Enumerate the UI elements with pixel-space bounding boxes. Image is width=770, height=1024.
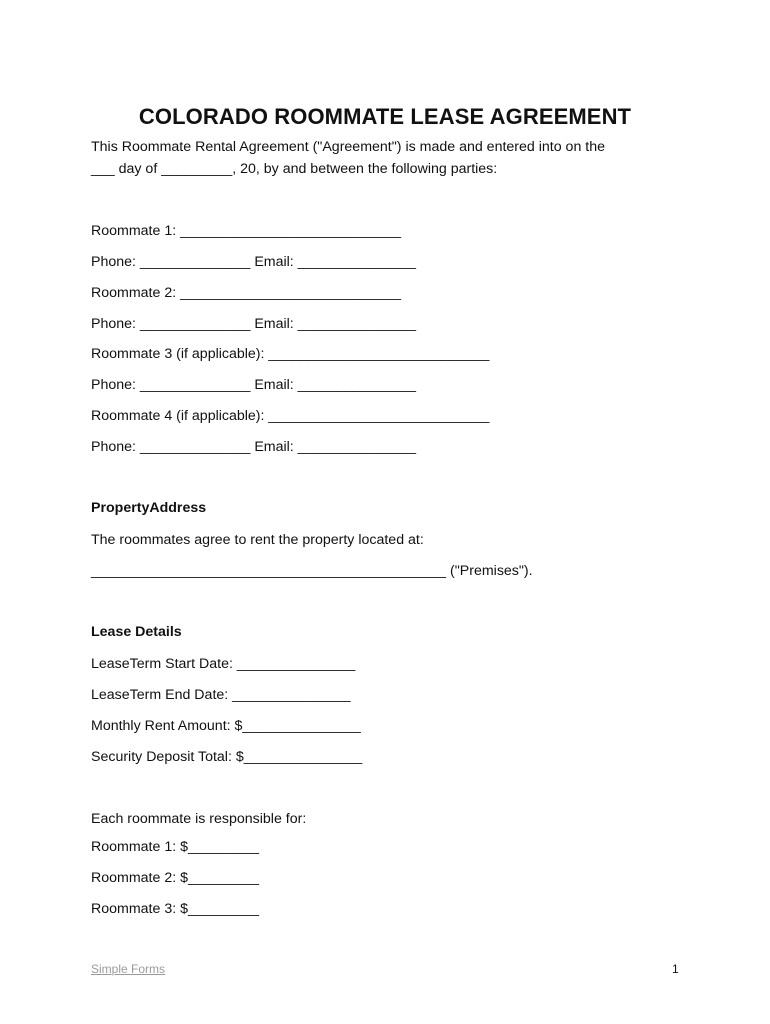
roommate-1-field: Roommate 1: ____________________________ — [91, 223, 402, 239]
responsibility-intro: Each roommate is responsible for: — [91, 811, 307, 827]
roommate-1-contact-field: Phone: ______________ Email: _______________ — [91, 254, 417, 270]
page-number: 1 — [672, 962, 679, 976]
roommate-2-field: Roommate 2: ____________________________ — [91, 285, 402, 301]
premises-field: _____________________________________________ ("Premises"). — [91, 563, 533, 579]
roommate-3-field: Roommate 3 (if applicable): ____________________________ — [91, 346, 490, 362]
security-deposit-field: Security Deposit Total: $_______________ — [91, 749, 363, 765]
document-title: COLORADO ROOMMATE LEASE AGREEMENT — [138, 104, 632, 129]
intro-line: ___ day of _________, 20, by and between the following parties: — [91, 161, 498, 177]
roommate-3-contact-field: Phone: ______________ Email: _______________ — [91, 377, 417, 393]
lease-details-heading: Lease Details — [91, 624, 182, 640]
intro-line: This Roommate Rental Agreement ("Agreement") is made and entered into on the — [91, 139, 605, 155]
roommate-4-contact-field: Phone: ______________ Email: _______________ — [91, 439, 417, 455]
lease-end-date-field: LeaseTerm End Date: _______________ — [91, 687, 351, 703]
property-intro-line: The roommates agree to rent the property located at: — [91, 532, 424, 548]
monthly-rent-field: Monthly Rent Amount: $_______________ — [91, 718, 361, 734]
roommate-4-field: Roommate 4 (if applicable): ____________________________ — [91, 408, 490, 424]
simple-forms-link[interactable]: Simple Forms — [91, 962, 166, 976]
property-address-heading: PropertyAddress — [91, 500, 207, 516]
roommate-1-share-field: Roommate 1: $_________ — [91, 839, 260, 855]
lease-start-date-field: LeaseTerm Start Date: _______________ — [91, 656, 356, 672]
roommate-2-share-field: Roommate 2: $_________ — [91, 870, 260, 886]
roommate-3-share-field: Roommate 3: $_________ — [91, 901, 260, 917]
roommate-2-contact-field: Phone: ______________ Email: _______________ — [91, 316, 417, 332]
